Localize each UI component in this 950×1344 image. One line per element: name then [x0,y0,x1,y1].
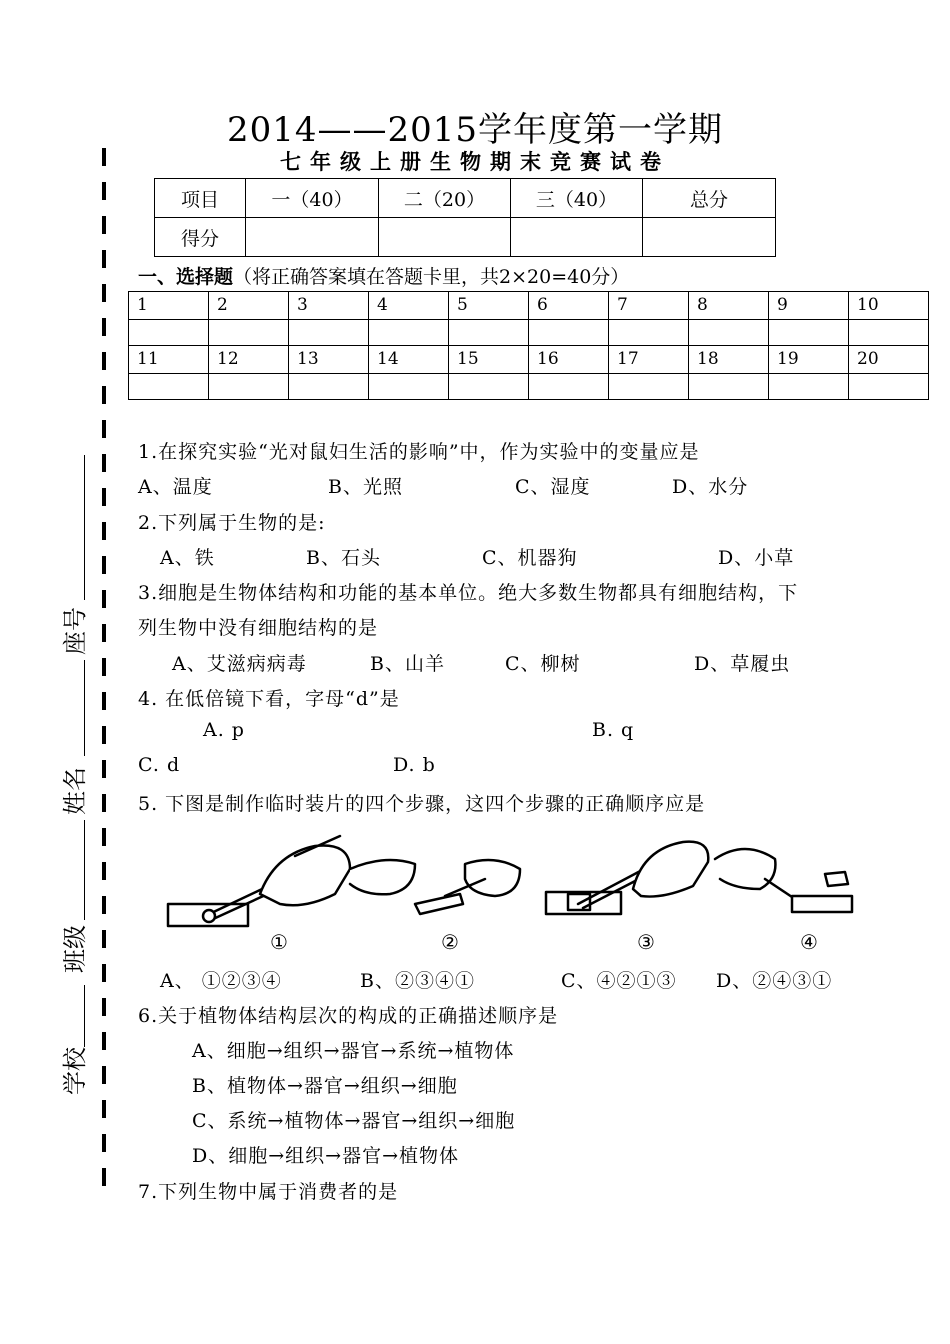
q2-option-a[interactable]: A、铁 [160,547,215,569]
q5-option-a[interactable]: A、 ①②③④ [160,970,282,992]
answer-number: 15 [449,346,529,374]
section1-note: （将正确答案填在答题卡里，共2×20=40分） [233,266,630,288]
score-cell[interactable] [511,218,643,257]
answer-number: 17 [609,346,689,374]
q5-option-d[interactable]: D、②④③① [716,970,833,992]
figure-label-3: ③ [637,930,655,954]
question-4: 4. 在低倍镜下看，字母“d”是 [138,688,400,710]
exam-subtitle: 七年级上册生物期末竞赛试卷 [280,149,670,174]
q1-option-a[interactable]: A、温度 [138,476,213,498]
answer-cell[interactable] [289,374,369,400]
score-cell[interactable] [246,218,379,257]
answer-number: 4 [369,292,449,320]
q4-option-c[interactable]: C. d [138,754,181,776]
score-header-item: 项目 [155,179,246,218]
q4-option-d[interactable]: D. b [393,754,436,776]
score-header-part3: 三（40） [511,179,643,218]
answer-cell[interactable] [689,374,769,400]
q1-option-d[interactable]: D、水分 [672,476,749,498]
answer-number: 20 [849,346,929,374]
answer-number: 16 [529,346,609,374]
answer-cell[interactable] [369,374,449,400]
question-3-line1: 3.细胞是生物体结构和功能的基本单位。绝大多数生物都具有细胞结构，下 [138,582,799,604]
figure-label-2: ② [441,930,459,954]
answer-number: 18 [689,346,769,374]
question-3-line2: 列生物中没有细胞结构的是 [138,617,379,639]
school-label: 学校 [61,1047,89,1095]
binding-dashed-line [102,148,106,1198]
answer-number: 13 [289,346,369,374]
score-table [154,178,776,257]
class-label: 班级 [61,925,89,973]
score-header-part2: 二（20） [379,179,511,218]
q6-option-d[interactable]: D、细胞→组织→器官→植物体 [192,1145,459,1167]
answer-cell[interactable] [449,320,529,346]
q1-option-b[interactable]: B、光照 [328,476,403,498]
figure-label-4: ④ [800,930,818,954]
answer-number: 10 [849,292,929,320]
figure-label-1: ① [270,930,288,954]
step2-illustration [350,860,520,914]
q3-option-b[interactable]: B、山羊 [370,653,445,675]
q5-option-b[interactable]: B、②③④① [360,970,475,992]
answer-number: 9 [769,292,849,320]
answer-number: 1 [129,292,209,320]
q3-option-d[interactable]: D、草履虫 [694,653,791,675]
answer-cell[interactable] [289,320,369,346]
q3-option-a[interactable]: A、艾滋病病毒 [172,653,307,675]
answer-cell[interactable] [209,374,289,400]
answer-sheet-table [128,291,929,400]
answer-number: 8 [689,292,769,320]
name-blank [84,660,85,756]
step1-illustration [168,836,350,926]
answer-number: 7 [609,292,689,320]
answer-number: 6 [529,292,609,320]
q6-option-a[interactable]: A、细胞→组织→器官→系统→植物体 [192,1040,515,1062]
answer-cell[interactable] [849,320,929,346]
seat-blank [84,455,85,600]
q6-option-c[interactable]: C、系统→植物体→器官→组织→细胞 [192,1110,516,1132]
question-2: 2.下列属于生物的是: [138,512,326,534]
score-cell[interactable] [643,218,776,257]
answer-cell[interactable] [609,320,689,346]
q2-option-d[interactable]: D、小草 [718,547,795,569]
answer-number: 14 [369,346,449,374]
school-blank [84,985,85,1047]
seat-label: 座号 [61,607,89,655]
step4-illustration [715,849,852,912]
answer-cell[interactable] [209,320,289,346]
class-blank [84,820,85,920]
answer-cell[interactable] [129,374,209,400]
answer-number: 5 [449,292,529,320]
q5-option-c[interactable]: C、④②①③ [561,970,677,992]
step3-illustration [546,842,708,914]
question-1: 1.在探究实验“光对鼠妇生活的影响”中，作为实验中的变量应是 [138,441,700,463]
score-cell[interactable] [379,218,511,257]
answer-cell[interactable] [369,320,449,346]
answer-number: 19 [769,346,849,374]
answer-cell[interactable] [769,320,849,346]
answer-cell[interactable] [449,374,529,400]
score-header-total: 总分 [643,179,776,218]
student-info-margin [30,455,89,1095]
q4-option-a[interactable]: A. p [203,719,245,741]
answer-cell[interactable] [849,374,929,400]
q2-option-b[interactable]: B、石头 [306,547,381,569]
q4-option-b[interactable]: B. q [592,719,635,741]
answer-number: 2 [209,292,289,320]
slide-preparation-figure [165,834,855,929]
answer-cell[interactable] [689,320,769,346]
q1-option-c[interactable]: C、湿度 [515,476,591,498]
name-label: 姓名 [61,767,89,815]
score-row-label: 得分 [155,218,246,257]
answer-cell[interactable] [129,320,209,346]
score-header-part1: 一（40） [246,179,379,218]
exam-title: 2014——2015学年度第一学期 [226,110,724,150]
answer-cell[interactable] [769,374,849,400]
answer-cell[interactable] [529,320,609,346]
answer-number: 11 [129,346,209,374]
answer-cell[interactable] [609,374,689,400]
q6-option-b[interactable]: B、植物体→器官→组织→细胞 [192,1075,458,1097]
section1-title: 一、选择题 [138,266,234,288]
q2-option-c[interactable]: C、机器狗 [482,547,578,569]
question-7: 7.下列生物中属于消费者的是 [138,1181,399,1203]
section1-heading [138,262,629,289]
question-6: 6.关于植物体结构层次的构成的正确描述顺序是 [138,1005,559,1027]
q3-option-c[interactable]: C、柳树 [505,653,581,675]
question-5: 5. 下图是制作临时装片的四个步骤，这四个步骤的正确顺序应是 [138,793,706,815]
answer-number: 12 [209,346,289,374]
answer-number: 3 [289,292,369,320]
answer-cell[interactable] [529,374,609,400]
